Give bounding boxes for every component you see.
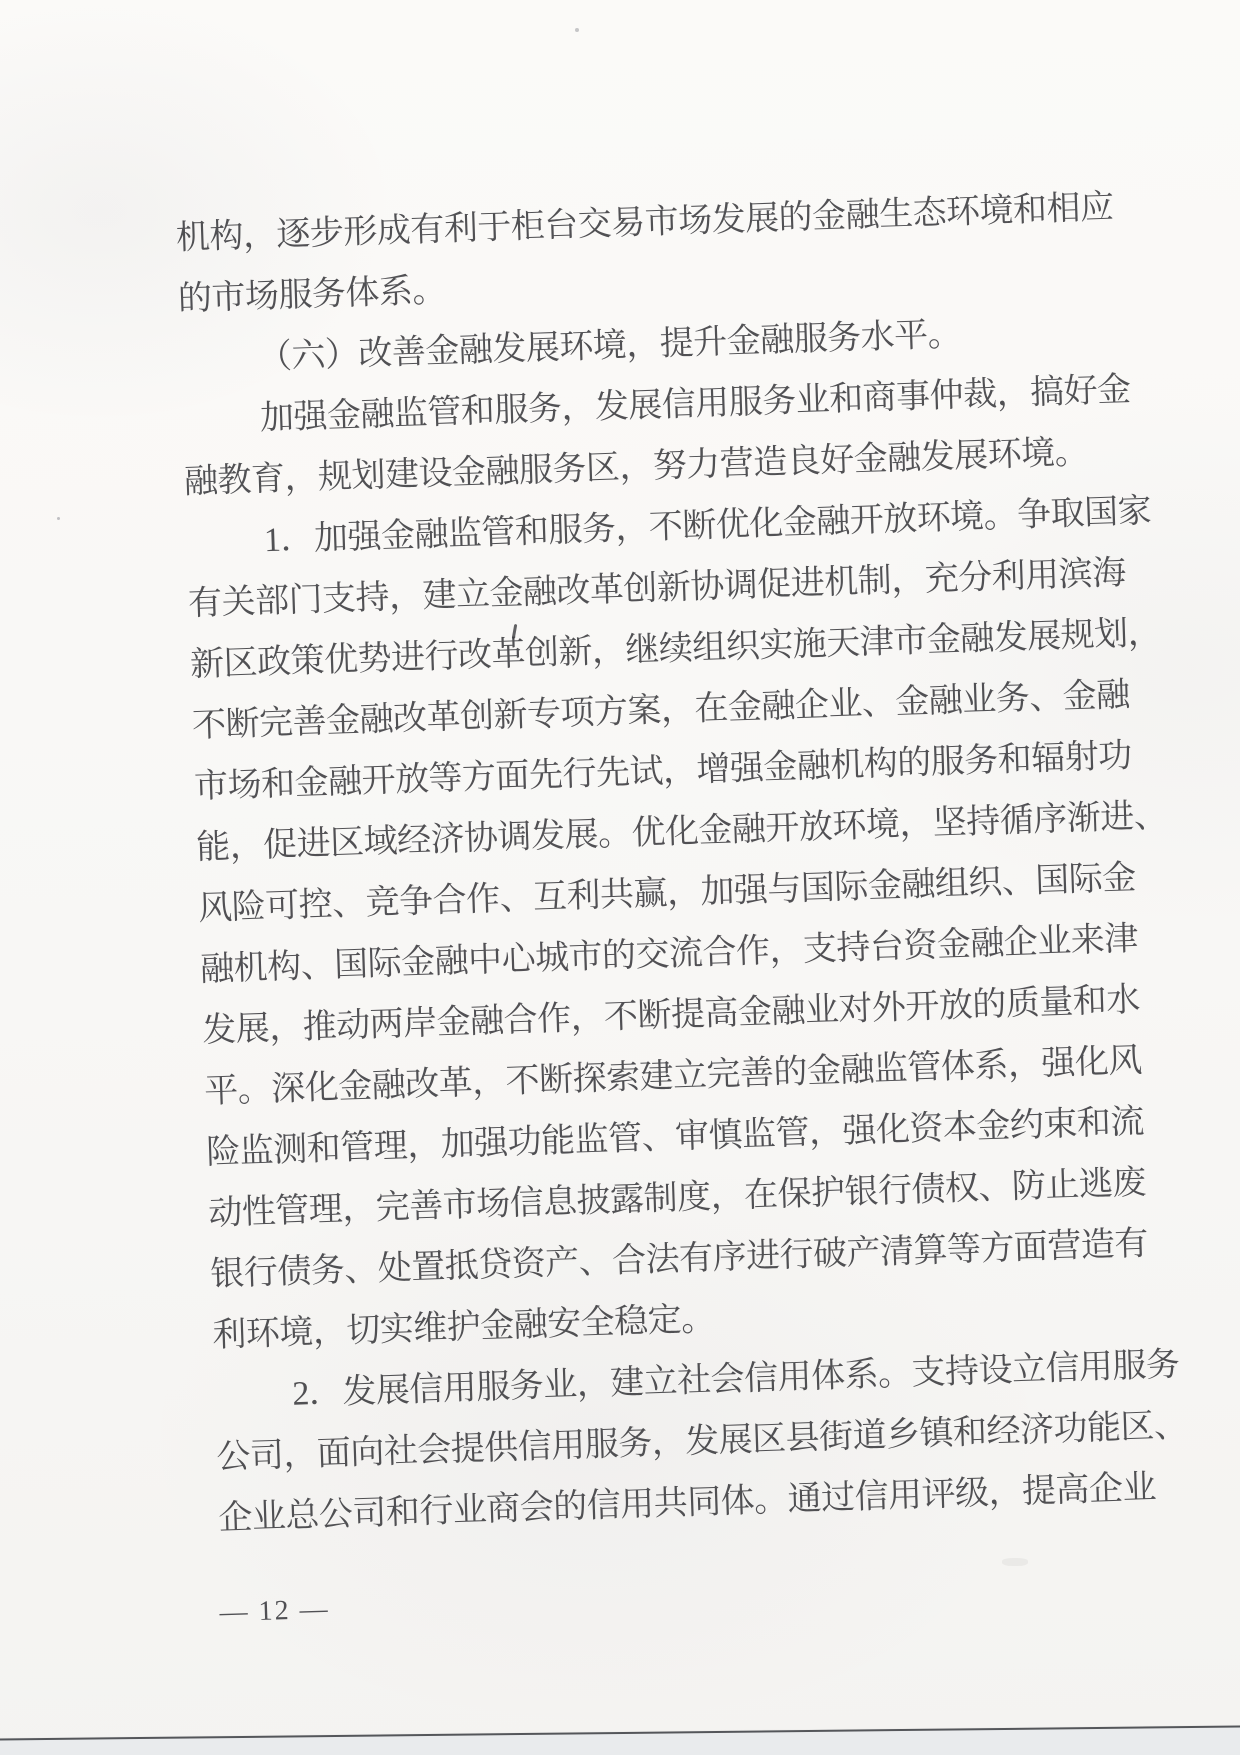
text-line: 利环境，切实维护金融安全稳定。 bbox=[211, 1300, 716, 1355]
text-line: 发展，推动两岸金融合作，不断提高金融业对外开放的质量和水 bbox=[201, 981, 1141, 1050]
text-line: 市场和金融开放等方面先行先试，增强金融机构的服务和辐射功 bbox=[193, 737, 1133, 806]
page-number: — 12 — bbox=[219, 1593, 331, 1629]
text-line: 银行债务、处置抵贷资产、合法有序进行破产清算等方面营造有 bbox=[209, 1225, 1149, 1294]
text-line: 的市场服务体系。 bbox=[177, 272, 447, 318]
text-line: 动性管理，完善市场信息披露制度，在保护银行债权、防止逃废 bbox=[207, 1164, 1147, 1233]
text-line: 新区政策优势进行改革创新，继续组织实施天津市金融发展规划， bbox=[189, 614, 1162, 684]
page-bottom-edge bbox=[0, 1725, 1240, 1755]
text-line: 1．加强金融监管和服务，不断优化金融开放环境。争取国家 bbox=[263, 492, 1152, 560]
text-line: 机构，逐步形成有利于柜台交易市场发展的金融生态环境和相应 bbox=[175, 188, 1115, 257]
text-line: 加强金融监管和服务，发展信用服务业和商事仲裁，搞好金 bbox=[259, 371, 1132, 438]
text-line: 不断完善金融改革创新专项方案，在金融企业、金融业务、金融 bbox=[191, 676, 1131, 745]
text-line: 能，促进区域经济协调发展。优化金融开放环境，坚持循序渐进、 bbox=[195, 797, 1168, 867]
scan-smudge bbox=[1002, 1558, 1028, 1566]
scan-speck bbox=[575, 28, 579, 32]
text-line: （六）改善金融发展环境，提升金融服务水平。 bbox=[257, 316, 962, 377]
text-line: 有关部门支持，建立金融改革创新协调促进机制，充分利用滨海 bbox=[187, 554, 1127, 623]
text-line: 险监测和管理，加强功能监管、审慎监管，强化资本金约束和流 bbox=[205, 1103, 1145, 1172]
document-body bbox=[175, 176, 1189, 1549]
text-line: 平。深化金融改革，不断探索建立完善的金融监管体系，强化风 bbox=[203, 1042, 1143, 1111]
document-text-block bbox=[175, 176, 1189, 1629]
text-line: 2．发展信用服务业，建立社会信用体系。支持设立信用服务 bbox=[291, 1346, 1181, 1413]
text-line: 企业总公司和行业商会的信用共同体。通过信用评级，提高企业 bbox=[217, 1469, 1157, 1538]
scan-speck bbox=[57, 517, 60, 520]
text-line: 公司，面向社会提供信用服务，发展区县街道乡镇和经济功能区、 bbox=[215, 1407, 1189, 1477]
text-line: 风险可控、竞争合作、互利共赢，加强与国际金融组织、国际金 bbox=[197, 859, 1137, 928]
text-line: 融机构、国际金融中心城市的交流合作，支持台资金融企业来津 bbox=[199, 920, 1139, 989]
text-line: 融教育，规划建设金融服务区，努力营造良好金融发展环境。 bbox=[183, 433, 1089, 501]
